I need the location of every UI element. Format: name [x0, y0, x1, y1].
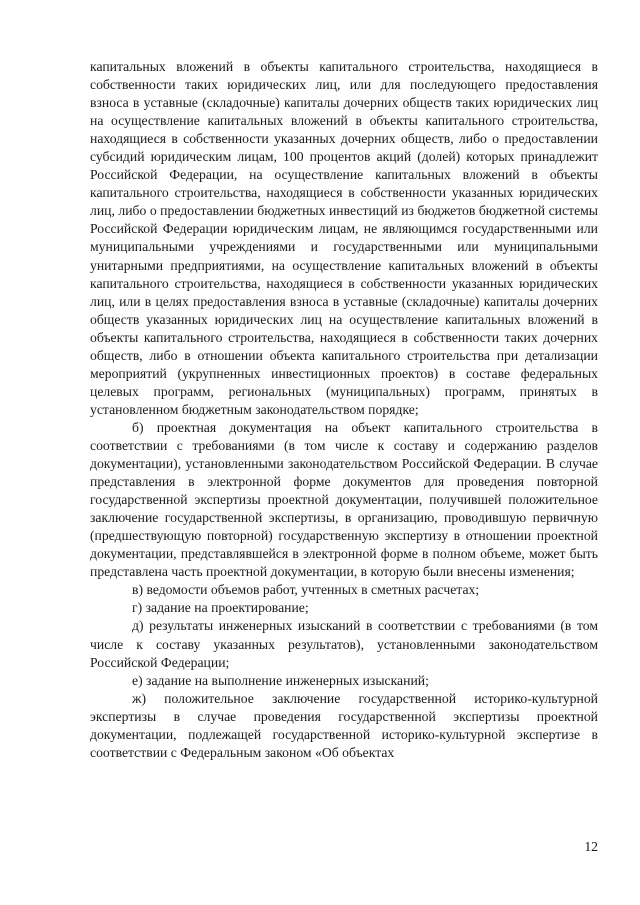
paragraph-item-v: в) ведомости объемов работ, учтенных в сметных расчетах; — [132, 582, 480, 598]
page-number: 12 — [584, 839, 598, 854]
paragraph-item-d: д) результаты инженерных изысканий в соответствии с требованиями (в том числе к составу указанных результатов), установленными законодательством Российской Федерации; — [90, 618, 598, 670]
paragraph-item-g: г) задание на проектирование; — [132, 600, 309, 616]
body-text — [90, 58, 598, 762]
paragraph-item-e: е) задание на выполнение инженерных изысканий; — [132, 672, 429, 688]
paragraph-item-b: б) проектная документация на объект капитального строительства в соответствии с требованиями (в том числе к составу и содержанию разделов документации), установленными законодательством Российской Федерации. В случае представления в электронной форме документов для проведения повторной государственной экспертизы проектной документации, получившей положительное заключение государственной экспертизы, в организацию, проводившую первичную (предшествующую повторной) государственную экспертизу в отношении проектной документации, представлявшейся в электронной форме в полном объеме, может быть представлена часть проектной документации, в которую были внесены изменения; — [90, 419, 598, 580]
paragraph-continuation: капитальных вложений в объекты капитального строительства, находящиеся в собственности таких юридических лиц, или для последующего предоставления взноса в уставные (складочные) капиталы дочерних обществ таких юридических лиц на осуществление капитальных вложений в объекты капитального строительства, находящиеся в собственности указанных дочерних обществ, либо о предоставлении субсидий юридическим лицам, 100 процентов акций (долей) которых принадлежит Российской Федерации, на осуществление капитальных вложений в объекты капитального строительства, находящиеся в собственности указанных юридических лиц, либо о предоставлении бюджетных инвестиций из бюджетов бюджетной системы Российской Федерации юридическим лицам, не являющимся государственными или муниципальными учреждениями и государственными или муниципальными унитарными предприятиями, на осуществление капитальных вложений в объекты капитального строительства, находящиеся в собственности указанных юридических лиц, или в целях предоставления взноса в уставные (складочные) капиталы дочерних обществ указанных юридических лиц на осуществление капитальных вложений в объекты капитального строительства, находящиеся в собственности таких дочерних обществ, либо в отношении объекта капитального строительства при детализации мероприятий (укрупненных инвестиционных проектов) в составе федеральных целевых программ, региональных (муниципальных) программ, принятых в установленном бюджетным законодательством порядке; — [90, 59, 598, 417]
paragraph-item-zh: ж) положительное заключение государственной историко-культурной экспертизы в случае проведения государственной экспертизы проектной документации, подлежащей государственной историко-культурной экспертизе в соответствии с Федеральным законом «Об объектах — [90, 690, 598, 760]
